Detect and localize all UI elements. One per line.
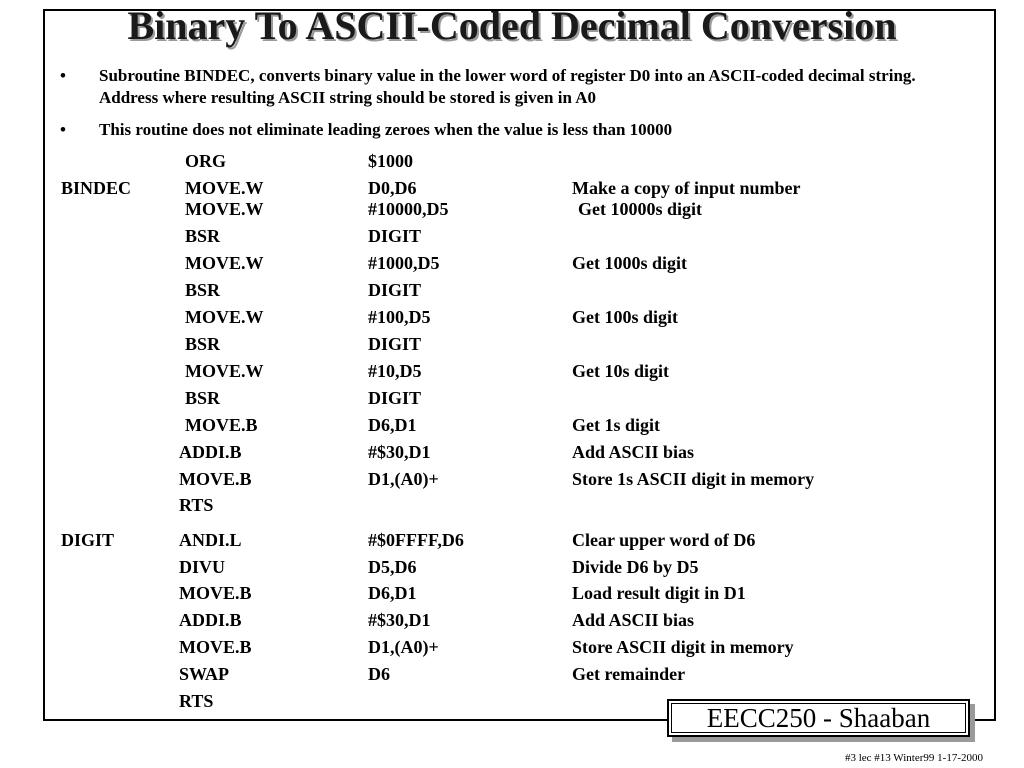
code-operand: DIGIT [368, 388, 422, 408]
code-opcode: MOVE.W [185, 199, 264, 219]
code-operand: D5,D6 [368, 557, 417, 577]
code-comment: Clear upper word of D6 [572, 530, 756, 550]
code-line [0, 529, 1024, 551]
code-opcode: BSR [185, 334, 221, 354]
code-line [0, 441, 1024, 463]
code-opcode: MOVE.W [185, 307, 264, 327]
code-comment: Get 100s digit [572, 307, 678, 327]
code-line [0, 333, 1024, 355]
code-comment: Get 10s digit [572, 361, 669, 381]
code-operand: DIGIT [368, 226, 422, 246]
code-line [0, 198, 1024, 220]
code-operand: #$0FFFF,D6 [368, 530, 464, 550]
code-operand: #$30,D1 [368, 442, 431, 462]
code-operand: #10000,D5 [368, 199, 449, 219]
code-line [0, 225, 1024, 247]
code-opcode: BSR [185, 280, 221, 300]
code-line [0, 663, 1024, 685]
code-line [0, 360, 1024, 382]
code-operand: D6,D1 [368, 583, 417, 603]
code-line [0, 494, 1024, 516]
code-operand: #10,D5 [368, 361, 422, 381]
code-opcode: RTS [179, 495, 214, 515]
code-operand: DIGIT [368, 280, 422, 300]
code-operand: DIGIT [368, 334, 422, 354]
code-opcode: DIVU [179, 557, 226, 577]
code-opcode: RTS [179, 691, 214, 711]
code-operand: $1000 [368, 151, 413, 171]
slide-title: Binary To ASCII-Coded Decimal Conversion [127, 3, 897, 48]
bullet-dot-icon: • [60, 66, 66, 85]
code-line [0, 279, 1024, 301]
code-line [0, 177, 1024, 199]
code-comment: Make a copy of input number [572, 178, 801, 198]
slide-footer: #3 lec #13 Winter99 1-17-2000 [844, 752, 983, 764]
code-operand: #$30,D1 [368, 610, 431, 630]
code-comment: Add ASCII bias [572, 610, 695, 630]
code-operand: #100,D5 [368, 307, 431, 327]
code-line [0, 387, 1024, 409]
code-opcode: SWAP [179, 664, 230, 684]
code-comment: Get remainder [572, 664, 686, 684]
code-label: BINDEC [61, 178, 132, 198]
code-comment: Store ASCII digit in memory [572, 637, 794, 657]
bullet-text: This routine does not eliminate leading zeroes when the value is less than 10000 [99, 120, 673, 139]
code-operand: D1,(A0)+ [368, 469, 439, 489]
code-line [0, 252, 1024, 274]
code-comment: Get 1s digit [572, 415, 660, 435]
code-line [0, 636, 1024, 658]
code-opcode: ADDI.B [179, 610, 242, 630]
code-comment: Get 1000s digit [572, 253, 687, 273]
bullet-text: Subroutine BINDEC, converts binary value in the lower word of register D0 into an ASCII-coded decimal string. Address where resulting ASCII string should be stored is given in A0 [99, 66, 916, 107]
code-operand: #1000,D5 [368, 253, 440, 273]
code-opcode: MOVE.W [185, 178, 264, 198]
code-opcode: MOVE.B [179, 469, 252, 489]
bullet-dot-icon: • [60, 120, 66, 139]
code-line [0, 150, 1024, 172]
code-opcode: ANDI.L [179, 530, 242, 550]
code-line [0, 609, 1024, 631]
code-opcode: BSR [185, 226, 221, 246]
code-opcode: MOVE.B [185, 415, 258, 435]
code-line [0, 468, 1024, 490]
code-operand: D6 [368, 664, 390, 684]
code-comment: Store 1s ASCII digit in memory [572, 469, 815, 489]
code-comment: Get 10000s digit [578, 199, 702, 219]
code-operand: D1,(A0)+ [368, 637, 439, 657]
code-opcode: ADDI.B [179, 442, 242, 462]
code-line [0, 556, 1024, 578]
code-opcode: BSR [185, 388, 221, 408]
code-line [0, 306, 1024, 328]
code-opcode: MOVE.W [185, 253, 264, 273]
code-line [0, 582, 1024, 604]
code-opcode: MOVE.B [179, 637, 252, 657]
code-operand: D6,D1 [368, 415, 417, 435]
code-opcode: MOVE.W [185, 361, 264, 381]
code-label: DIGIT [61, 530, 115, 550]
code-line [0, 414, 1024, 436]
code-comment: Add ASCII bias [572, 442, 695, 462]
code-comment: Load result digit in D1 [572, 583, 746, 603]
course-badge: EECC250 - Shaaban [667, 699, 970, 737]
code-opcode: MOVE.B [179, 583, 252, 603]
code-operand: D0,D6 [368, 178, 417, 198]
code-comment: Divide D6 by D5 [572, 557, 699, 577]
code-opcode: ORG [185, 151, 227, 171]
